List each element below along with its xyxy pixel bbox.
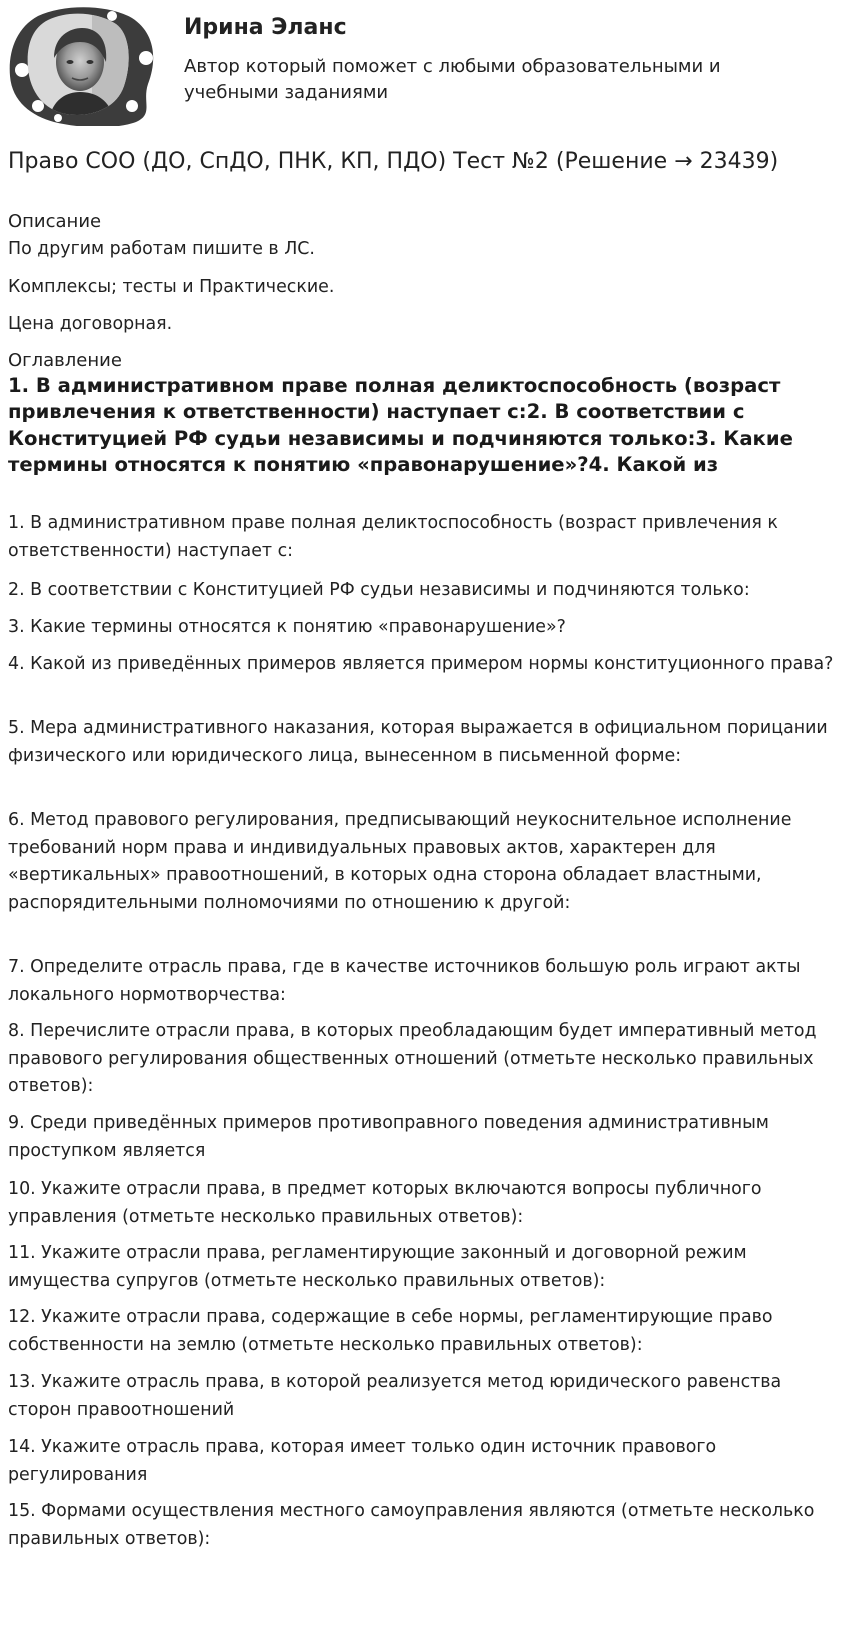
description-paragraph: Комплексы; тесты и Практические. — [8, 277, 335, 297]
question-item: 15. Формами осуществления местного самоуправления являются (отметьте несколько правильных ответов): — [8, 1501, 815, 1549]
author-card — [8, 6, 838, 128]
question-item: 6. Метод правового регулирования, предписывающий неукоснительное исполнение требований норм права и индивидуальных правовых актов, характерен для «вертикальных» правоотношений, в которых одна сторона обладает властными, распорядительными полномочиями по отношению к другой: — [8, 810, 792, 913]
question-item: 9. Среди приведённых примеров противоправного поведения административным проступком является — [8, 1113, 769, 1161]
description-paragraph: По другим работам пишите в ЛС. — [8, 239, 315, 259]
question-item: 10. Укажите отрасли права, в предмет которых включаются вопросы публичного управления (отметьте несколько правильных ответов): — [8, 1179, 762, 1227]
contents-summary: 1. В административном праве полная деликтоспособность (возраст привлечения к ответственности) наступает с:2. В соответствии с Конституцией РФ судьи независимы и подчиняются только:3. Какие термины относятся к понятию «правонарушение»?4. Какой из — [8, 374, 793, 477]
page-title: Право СОО (ДО, СпДО, ПНК, КП, ПДО) Тест №2 (Решение → 23439) — [8, 149, 779, 174]
description-label: Описание — [8, 211, 102, 232]
author-avatar[interactable] — [8, 6, 158, 126]
question-item: 12. Укажите отрасли права, содержащие в себе нормы, регламентирующие право собственности на землю (отметьте несколько правильных ответов): — [8, 1307, 773, 1355]
description-paragraph: Цена договорная. — [8, 314, 173, 334]
author-name[interactable]: Ирина Эланс — [184, 15, 347, 40]
question-item: 5. Мера административного наказания, которая выражается в официальном порицании физического или юридического лица, вынесенном в письменной форме: — [8, 718, 828, 766]
question-item: 13. Укажите отрасль права, в которой реализуется метод юридического равенства сторон правоотношений — [8, 1372, 782, 1420]
question-item: 14. Укажите отрасль права, которая имеет только один источник правового регулирования — [8, 1437, 717, 1485]
question-item: 1. В административном праве полная деликтоспособность (возраст привлечения к ответственности) наступает с: — [8, 513, 778, 561]
author-description: Автор который поможет с любыми образовательными и учебными заданиями — [184, 56, 721, 103]
question-item: 3. Какие термины относятся к понятию «правонарушение»? — [8, 617, 566, 637]
question-item: 7. Определите отрасль права, где в качестве источников большую роль играют акты локального нормотворчества: — [8, 957, 801, 1005]
question-item: 8. Перечислите отрасли права, в которых преобладающим будет императивный метод правового регулирования общественных отношений (отметьте несколько правильных ответов): — [8, 1021, 817, 1096]
question-item: 11. Укажите отрасли права, регламентирующие законный и договорной режим имущества супругов (отметьте несколько правильных ответов): — [8, 1243, 747, 1291]
question-item: 2. В соответствии с Конституцией РФ судьи независимы и подчиняются только: — [8, 580, 750, 600]
contents-label: Оглавление — [8, 350, 122, 371]
question-item: 4. Какой из приведённых примеров является примером нормы конституционного права? — [8, 654, 834, 674]
